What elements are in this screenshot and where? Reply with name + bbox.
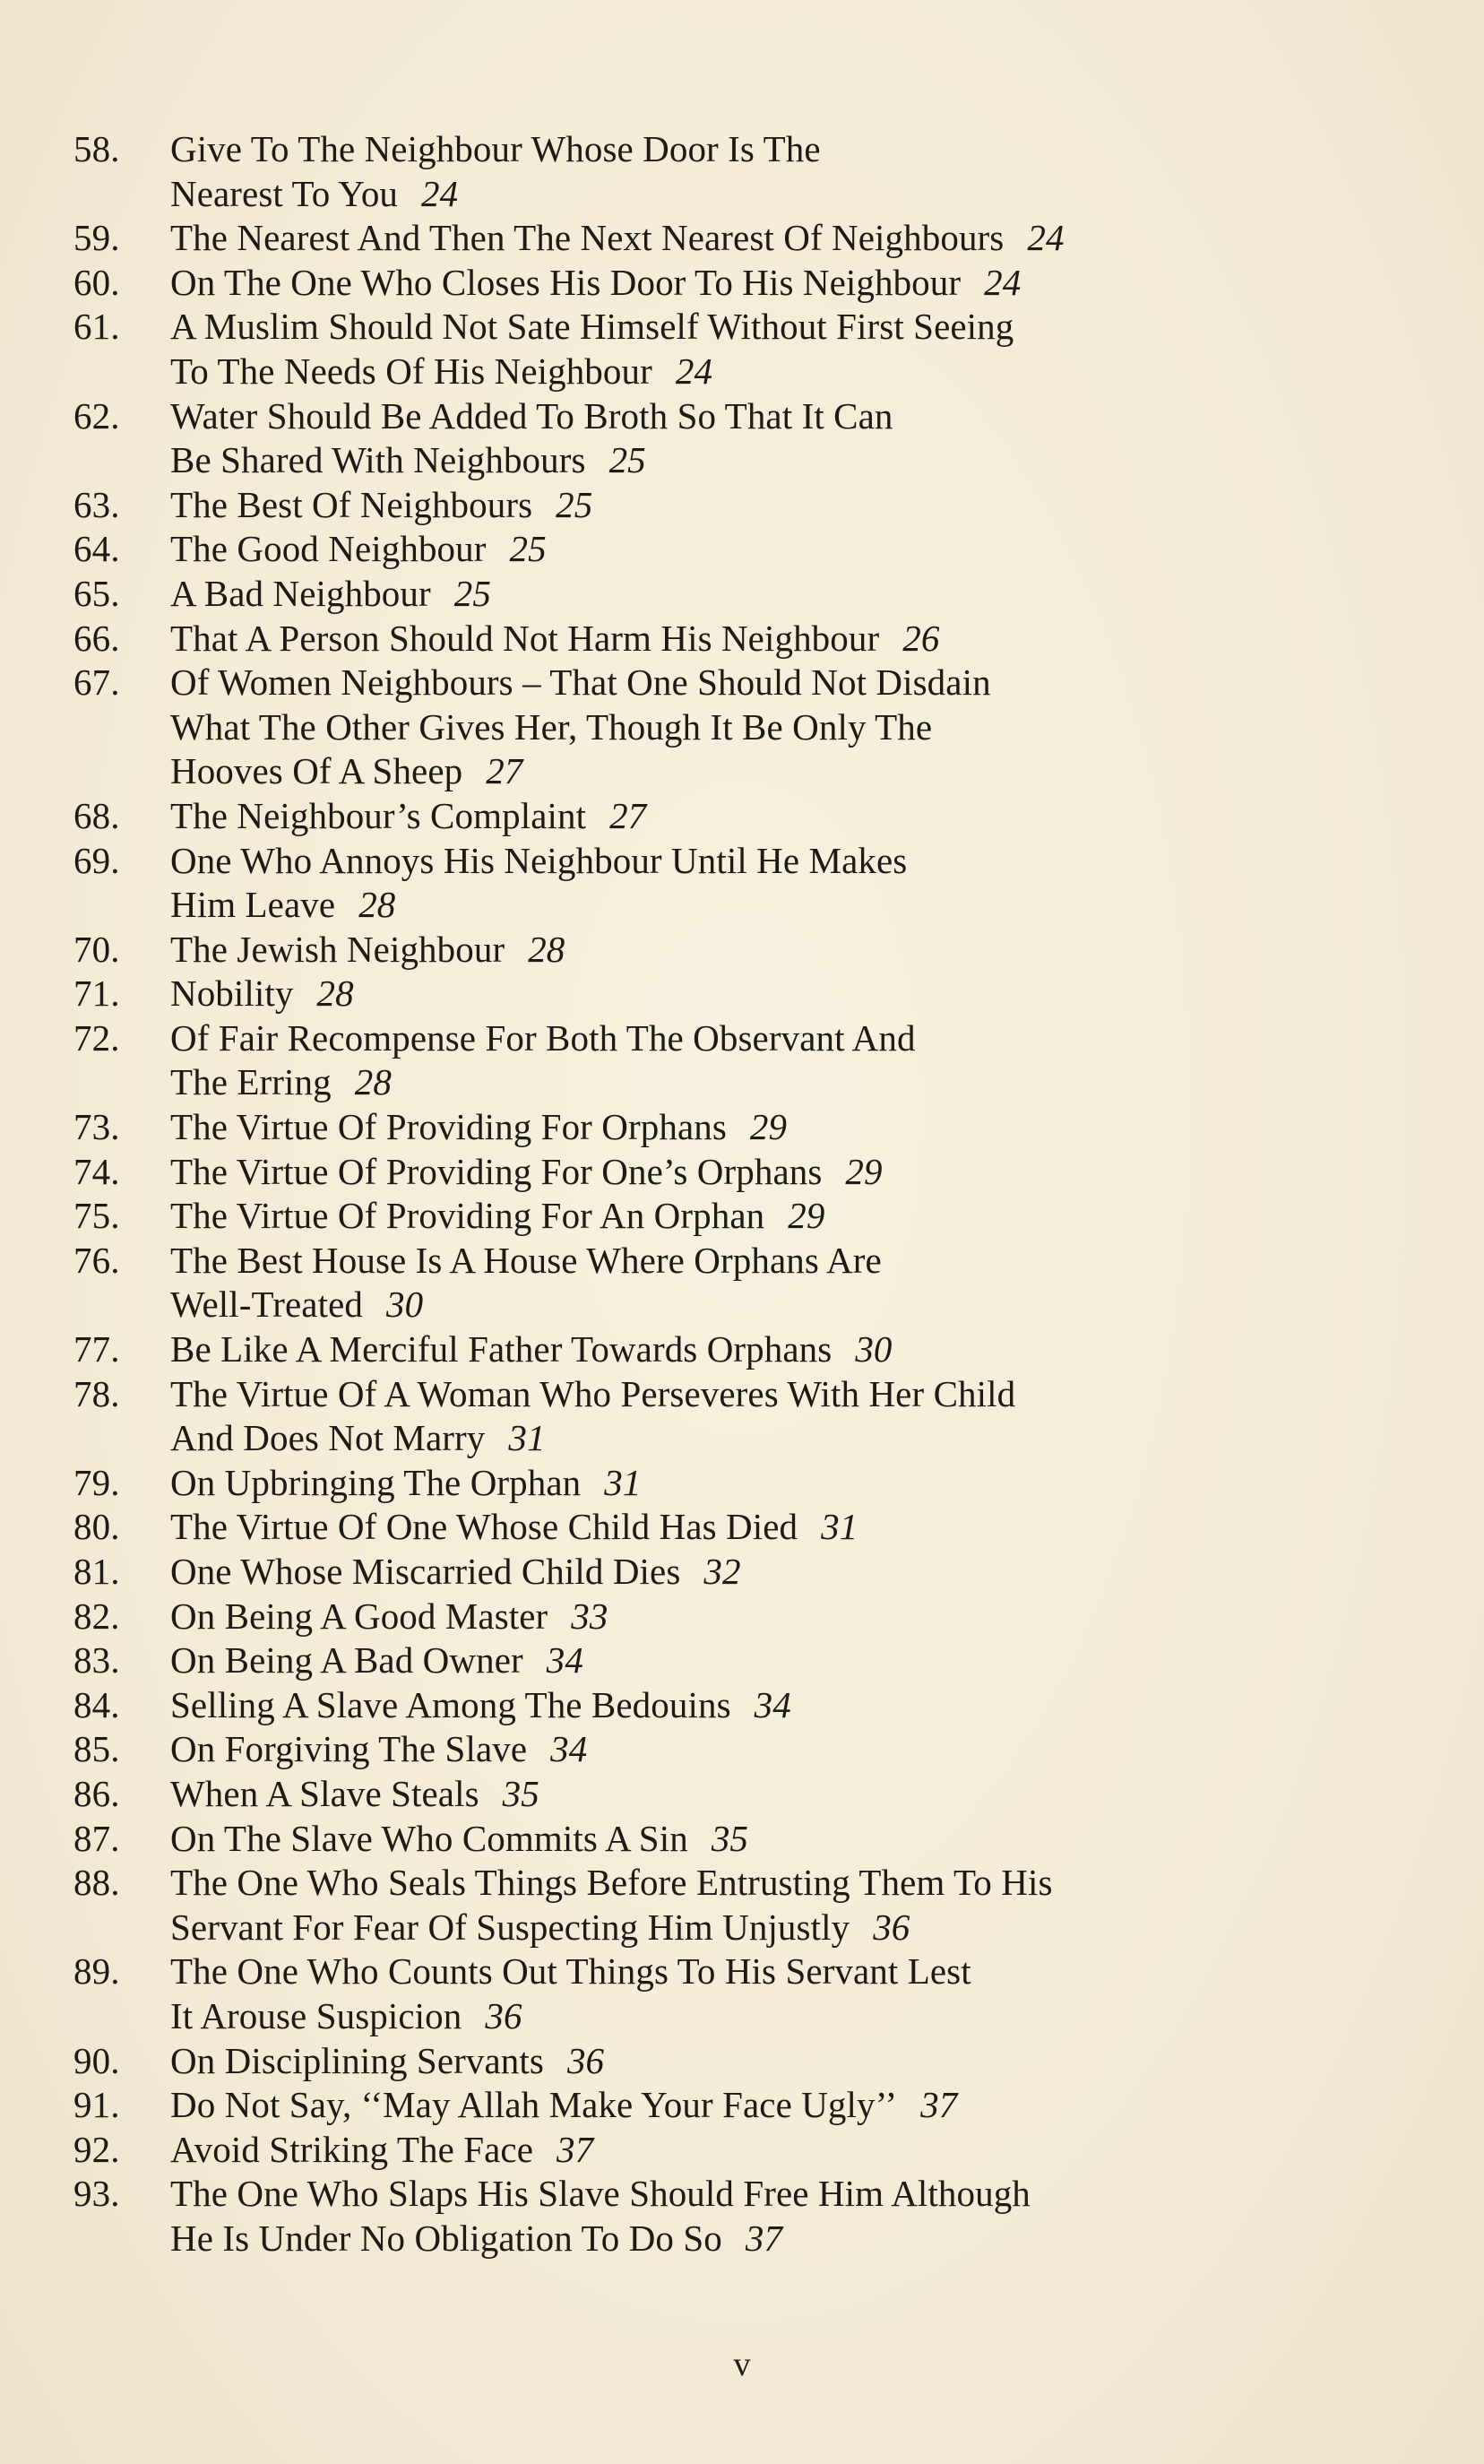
entry-title bbox=[170, 1194, 1418, 1239]
entry-title bbox=[170, 1239, 1418, 1327]
entry-page-number: 28 bbox=[354, 1061, 392, 1103]
entry-title-text: The One Who Slaps His Slave Should Free Him Although bbox=[170, 2173, 1031, 2215]
toc-entry bbox=[73, 1595, 1418, 1639]
toc-entry bbox=[73, 1550, 1418, 1595]
toc-entry bbox=[73, 2039, 1418, 2084]
entry-title bbox=[170, 1461, 1418, 1506]
entry-page-number: 36 bbox=[485, 1994, 522, 2036]
entry-number: 84. bbox=[73, 1683, 120, 1725]
entry-title-text: On Forgiving The Slave bbox=[170, 1728, 528, 1770]
entry-number: 61. bbox=[73, 306, 120, 348]
entry-title-text: And Does Not Marry bbox=[170, 1417, 486, 1459]
entry-number: 87. bbox=[73, 1817, 120, 1859]
entry-title-text: On Being A Bad Owner bbox=[170, 1639, 523, 1682]
entry-title-text: Of Fair Recompense For Both The Observant And bbox=[170, 1016, 916, 1059]
entry-title-line bbox=[170, 1239, 1418, 1284]
entry-page-number: 35 bbox=[711, 1817, 749, 1859]
entry-title-line bbox=[170, 1016, 1418, 1061]
entry-title-text: The Erring bbox=[170, 1061, 332, 1103]
entry-title-line bbox=[170, 928, 1418, 973]
toc-entry bbox=[73, 305, 1418, 393]
entry-number: 69. bbox=[73, 839, 120, 881]
entry-title-line bbox=[170, 1861, 1418, 1906]
entry-number: 85. bbox=[73, 1728, 120, 1770]
entry-title-line bbox=[170, 1372, 1418, 1417]
entry-title bbox=[170, 2172, 1418, 2261]
toc-entry bbox=[73, 1727, 1418, 1772]
entry-title-line bbox=[170, 1638, 1418, 1683]
entry-title-line bbox=[170, 1772, 1418, 1817]
entry-title-text: On The One Who Closes His Door To His Neighbour bbox=[170, 261, 962, 303]
entry-number: 83. bbox=[73, 1639, 120, 1682]
entry-title-line bbox=[170, 1817, 1418, 1862]
entry-page-number: 28 bbox=[358, 884, 396, 926]
entry-title bbox=[170, 2083, 1418, 2128]
toc-entry bbox=[73, 839, 1418, 928]
entry-title-text: The Virtue Of A Woman Who Perseveres With Her Child bbox=[170, 1372, 1016, 1414]
entry-title bbox=[170, 617, 1418, 661]
entry-number: 93. bbox=[73, 2173, 120, 2215]
entry-title-text: Well-Treated bbox=[170, 1284, 363, 1326]
entry-title-text: Avoid Striking The Face bbox=[170, 2128, 534, 2170]
toc-entry bbox=[73, 483, 1418, 528]
entry-title bbox=[170, 127, 1418, 216]
entry-title-line bbox=[170, 1683, 1418, 1728]
toc-entry bbox=[73, 2083, 1418, 2128]
entry-title-line bbox=[170, 127, 1418, 172]
entry-page-number: 37 bbox=[556, 2128, 594, 2170]
entry-title-text: On Being A Good Master bbox=[170, 1595, 548, 1637]
entry-number: 71. bbox=[73, 973, 120, 1015]
entry-title-line bbox=[170, 1595, 1418, 1639]
entry-title-line bbox=[170, 350, 1418, 394]
entry-page-number: 35 bbox=[502, 1772, 539, 1814]
entry-title-line bbox=[170, 483, 1418, 528]
entry-title-text: What The Other Gives Her, Though It Be Only The bbox=[170, 705, 933, 748]
toc-entry bbox=[73, 2128, 1418, 2173]
entry-title-text: On Disciplining Servants bbox=[170, 2039, 544, 2081]
entry-page-number: 24 bbox=[421, 172, 459, 214]
entry-title bbox=[170, 527, 1418, 572]
entry-title-text: The One Who Seals Things Before Entrusting Them To His bbox=[170, 1862, 1053, 1904]
entry-title-text: On The Slave Who Commits A Sin bbox=[170, 1817, 688, 1859]
toc-entry bbox=[73, 1772, 1418, 1817]
entry-number: 63. bbox=[73, 483, 120, 525]
entry-title-line bbox=[170, 1327, 1418, 1372]
entry-title-text: The Virtue Of Providing For Orphans bbox=[170, 1106, 727, 1148]
toc-entry bbox=[73, 1950, 1418, 2038]
entry-title bbox=[170, 794, 1418, 839]
toc-entry bbox=[73, 127, 1418, 216]
entry-title bbox=[170, 1727, 1418, 1772]
entry-title-text: The Virtue Of Providing For An Orphan bbox=[170, 1195, 765, 1237]
entry-page-number: 26 bbox=[902, 617, 940, 659]
entry-title bbox=[170, 1817, 1418, 1862]
entry-title bbox=[170, 1638, 1418, 1683]
entry-title bbox=[170, 928, 1418, 973]
entry-title bbox=[170, 305, 1418, 393]
entry-number: 79. bbox=[73, 1461, 120, 1503]
entry-title bbox=[170, 1861, 1418, 1950]
entry-title bbox=[170, 394, 1418, 483]
entry-title-line bbox=[170, 2039, 1418, 2084]
toc-entry bbox=[73, 1505, 1418, 1550]
entry-page-number: 33 bbox=[571, 1595, 608, 1637]
entry-number: 89. bbox=[73, 1950, 120, 1993]
entry-number: 80. bbox=[73, 1506, 120, 1548]
entry-title-text: The Best House Is A House Where Orphans Are bbox=[170, 1239, 882, 1281]
entry-title-line bbox=[170, 1194, 1418, 1239]
entry-title-text: That A Person Should Not Harm His Neighbour bbox=[170, 617, 880, 659]
entry-title-text: One Who Annoys His Neighbour Until He Makes bbox=[170, 839, 908, 881]
entry-page-number: 34 bbox=[546, 1639, 583, 1682]
entry-page-number: 28 bbox=[316, 973, 354, 1015]
entry-title bbox=[170, 483, 1418, 528]
entry-page-number: 28 bbox=[528, 928, 565, 970]
entry-title-line bbox=[170, 572, 1418, 617]
entry-title-line bbox=[170, 1727, 1418, 1772]
entry-title-text: One Whose Miscarried Child Dies bbox=[170, 1551, 681, 1592]
entry-title bbox=[170, 972, 1418, 1016]
entry-number: 86. bbox=[73, 1772, 120, 1814]
entry-title-text: Be Shared With Neighbours bbox=[170, 439, 586, 481]
entry-number: 67. bbox=[73, 661, 120, 704]
toc-entry bbox=[73, 1461, 1418, 1506]
entry-title-line bbox=[170, 1283, 1418, 1327]
entry-title-text: Give To The Neighbour Whose Door Is The bbox=[170, 128, 821, 169]
entry-title bbox=[170, 1950, 1418, 2038]
entry-title-line bbox=[170, 216, 1418, 261]
entry-title-line bbox=[170, 839, 1418, 884]
entry-title bbox=[170, 1327, 1418, 1372]
entry-number: 73. bbox=[73, 1106, 120, 1148]
entry-page-number: 31 bbox=[508, 1417, 546, 1459]
entry-number: 59. bbox=[73, 217, 120, 259]
entry-title-text: A Muslim Should Not Sate Himself Without First Seeing bbox=[170, 306, 1014, 348]
page-number: v bbox=[733, 2346, 751, 2383]
entry-title bbox=[170, 1683, 1418, 1728]
entry-page-number: 31 bbox=[604, 1461, 642, 1503]
entry-page-number: 25 bbox=[608, 439, 646, 481]
entry-title bbox=[170, 1595, 1418, 1639]
entry-title-line bbox=[170, 1950, 1418, 1994]
toc-entry bbox=[73, 1194, 1418, 1239]
entry-page-number: 36 bbox=[566, 2039, 605, 2081]
toc-entry bbox=[73, 261, 1418, 306]
entry-title-line bbox=[170, 172, 1418, 217]
entry-number: 70. bbox=[73, 928, 120, 970]
entry-page-number: 24 bbox=[1027, 217, 1065, 259]
entry-title-line bbox=[170, 617, 1418, 661]
entry-title-line bbox=[170, 438, 1418, 483]
entry-page-number: 30 bbox=[855, 1328, 893, 1370]
entry-title bbox=[170, 661, 1418, 794]
toc-entry bbox=[73, 572, 1418, 617]
entry-number: 62. bbox=[73, 394, 120, 437]
toc-entry bbox=[73, 527, 1418, 572]
entry-title-text: The One Who Counts Out Things To His Servant Lest bbox=[170, 1950, 971, 1993]
entry-title-line bbox=[170, 1906, 1418, 1950]
entry-title-line bbox=[170, 661, 1418, 705]
toc-entry bbox=[73, 394, 1418, 483]
entry-number: 81. bbox=[73, 1551, 120, 1592]
entry-title-text: The Neighbour’s Complaint bbox=[170, 794, 587, 836]
entry-number: 74. bbox=[73, 1150, 120, 1192]
entry-page-number: 27 bbox=[609, 794, 647, 836]
entry-title-text: On Upbringing The Orphan bbox=[170, 1461, 582, 1503]
entry-title bbox=[170, 2128, 1418, 2173]
entry-number: 60. bbox=[73, 261, 120, 303]
entry-page-number: 36 bbox=[873, 1906, 910, 1948]
entry-title-line bbox=[170, 749, 1418, 794]
entry-title-text: The Nearest And Then The Next Nearest Of Neighbours bbox=[170, 217, 1005, 259]
entry-title bbox=[170, 839, 1418, 928]
entry-title-line bbox=[170, 1461, 1418, 1506]
entry-title bbox=[170, 1105, 1418, 1150]
toc-entry bbox=[73, 617, 1418, 661]
entry-title-text: Of Women Neighbours – That One Should Not Disdain bbox=[170, 661, 991, 704]
entry-title-line bbox=[170, 2172, 1418, 2217]
entry-number: 82. bbox=[73, 1595, 120, 1637]
entry-title bbox=[170, 2039, 1418, 2084]
entry-title-text: The Good Neighbour bbox=[170, 528, 487, 570]
toc-entry bbox=[73, 1817, 1418, 1862]
entry-title bbox=[170, 1372, 1418, 1461]
entry-title-line bbox=[170, 1994, 1418, 2039]
entry-number: 58. bbox=[73, 128, 120, 169]
entry-title-line bbox=[170, 2083, 1418, 2128]
entry-page-number: 24 bbox=[984, 261, 1022, 303]
toc-entry bbox=[73, 1150, 1418, 1195]
entry-page-number: 37 bbox=[920, 2084, 958, 2126]
entry-number: 90. bbox=[73, 2039, 120, 2081]
entry-title-line bbox=[170, 1505, 1418, 1550]
entry-number: 88. bbox=[73, 1862, 120, 1904]
entry-page-number: 25 bbox=[453, 572, 491, 614]
toc-entry bbox=[73, 2172, 1418, 2261]
entry-title-text: To The Needs Of His Neighbour bbox=[170, 350, 652, 392]
entry-number: 66. bbox=[73, 617, 120, 659]
entry-title-text: Hooves Of A Sheep bbox=[170, 750, 463, 792]
toc-entry bbox=[73, 1327, 1418, 1372]
entry-title-text: Him Leave bbox=[170, 884, 336, 926]
entry-title-line bbox=[170, 1060, 1418, 1105]
entry-title-text: The Virtue Of Providing For One’s Orphans bbox=[170, 1150, 823, 1192]
entry-title-line bbox=[170, 305, 1418, 350]
entry-title-line bbox=[170, 972, 1418, 1016]
toc-entry bbox=[73, 1372, 1418, 1461]
entry-page-number: 34 bbox=[754, 1683, 791, 1725]
entry-title bbox=[170, 216, 1418, 261]
entry-title-line bbox=[170, 1416, 1418, 1461]
entry-title-line bbox=[170, 394, 1418, 439]
entry-page-number: 34 bbox=[550, 1728, 588, 1770]
toc-entry bbox=[73, 794, 1418, 839]
entry-title-text: The Virtue Of One Whose Child Has Died bbox=[170, 1506, 798, 1548]
entry-title-line bbox=[170, 2128, 1418, 2173]
entry-title bbox=[170, 1550, 1418, 1595]
entry-number: 75. bbox=[73, 1195, 120, 1237]
entry-title-line bbox=[170, 1150, 1418, 1195]
entry-page-number: 30 bbox=[386, 1284, 424, 1326]
entry-title bbox=[170, 572, 1418, 617]
entry-title-text: Selling A Slave Among The Bedouins bbox=[170, 1683, 731, 1725]
entry-page-number: 25 bbox=[556, 483, 593, 525]
entry-title-text: Servant For Fear Of Suspecting Him Unjustly bbox=[170, 1906, 850, 1948]
entry-page-number: 24 bbox=[675, 350, 713, 392]
toc-entry bbox=[73, 1683, 1418, 1728]
entry-number: 64. bbox=[73, 528, 120, 570]
entry-number: 76. bbox=[73, 1239, 120, 1281]
entry-number: 78. bbox=[73, 1372, 120, 1414]
entry-title-line bbox=[170, 2217, 1418, 2261]
entry-number: 68. bbox=[73, 794, 120, 836]
entry-title-line bbox=[170, 705, 1418, 750]
entry-title-line bbox=[170, 1550, 1418, 1595]
entry-number: 77. bbox=[73, 1328, 120, 1370]
toc-entry bbox=[73, 661, 1418, 794]
toc-entry bbox=[73, 1239, 1418, 1327]
entry-page-number: 29 bbox=[845, 1150, 883, 1192]
entry-page-number: 27 bbox=[486, 750, 523, 792]
entry-number: 92. bbox=[73, 2128, 120, 2170]
entry-title bbox=[170, 261, 1418, 306]
entry-number: 91. bbox=[73, 2084, 120, 2126]
entry-title-text: When A Slave Steals bbox=[170, 1772, 479, 1814]
entry-title-line bbox=[170, 261, 1418, 306]
toc-entry bbox=[73, 216, 1418, 261]
entry-title-text: The Best Of Neighbours bbox=[170, 483, 533, 525]
entry-title-text: Nobility bbox=[170, 973, 294, 1015]
entry-page-number: 29 bbox=[749, 1106, 788, 1148]
entry-title-text: Be Like A Merciful Father Towards Orphans bbox=[170, 1328, 833, 1370]
toc-entry bbox=[73, 1105, 1418, 1150]
entry-page-number: 25 bbox=[509, 528, 547, 570]
entry-title-line bbox=[170, 883, 1418, 928]
entry-number: 72. bbox=[73, 1016, 120, 1059]
entry-title-text: The Jewish Neighbour bbox=[170, 928, 505, 970]
entry-title-text: A Bad Neighbour bbox=[170, 572, 431, 614]
entry-page-number: 32 bbox=[703, 1551, 741, 1592]
entry-title bbox=[170, 1016, 1418, 1105]
toc-entry bbox=[73, 972, 1418, 1016]
toc-entry bbox=[73, 1861, 1418, 1950]
entry-title-line bbox=[170, 794, 1418, 839]
entry-page-number: 31 bbox=[821, 1506, 858, 1548]
entry-title bbox=[170, 1505, 1418, 1550]
entry-title-line bbox=[170, 1105, 1418, 1150]
entry-title bbox=[170, 1150, 1418, 1195]
toc-entry bbox=[73, 1638, 1418, 1683]
entry-title bbox=[170, 1772, 1418, 1817]
entry-title-text: Water Should Be Added To Broth So That It Can bbox=[170, 394, 893, 437]
entry-number: 65. bbox=[73, 572, 120, 614]
entry-page-number: 37 bbox=[745, 2217, 783, 2259]
table-of-contents bbox=[73, 127, 1418, 2261]
entry-title-text: It Arouse Suspicion bbox=[170, 1994, 462, 2036]
entry-title-text: Nearest To You bbox=[170, 172, 399, 214]
entry-title-text: Do Not Say, ‘‘May Allah Make Your Face Ugly’’ bbox=[170, 2084, 898, 2126]
toc-entry bbox=[73, 1016, 1418, 1105]
toc-entry bbox=[73, 928, 1418, 973]
entry-title-line bbox=[170, 527, 1418, 572]
entry-page-number: 29 bbox=[788, 1195, 825, 1237]
entry-title-text: He Is Under No Obligation To Do So bbox=[170, 2217, 722, 2259]
